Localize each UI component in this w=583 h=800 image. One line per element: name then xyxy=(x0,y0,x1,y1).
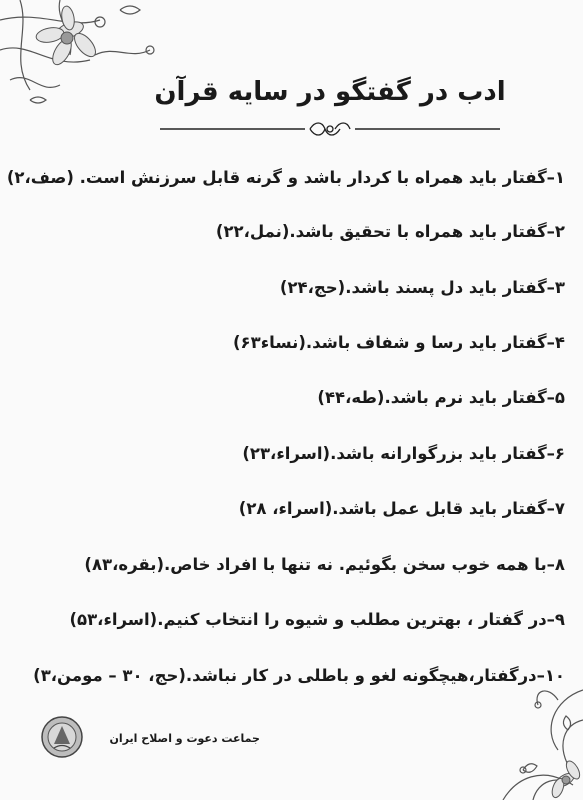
list-item: ۶–گفتار باید بزرگوارانه باشد.(اسراء،۲۳) xyxy=(242,444,565,463)
list-item: ۱–گفتار باید همراه با کردار باشد و گرنه قابل سرزنش است. (صف،۲) xyxy=(6,168,565,187)
organization-name: جماعت دعوت و اصلاح ایران xyxy=(109,732,260,745)
list-item: ۲–گفتار باید همراه با تحقیق باشد.(نمل،۲۲) xyxy=(215,222,565,241)
page-title: ادب در گفتگو در سایه قرآن xyxy=(154,77,506,107)
list-item: ۹–در گفتار ، بهترین مطلب و شیوه را انتخاب کنیم.(اسراء،۵۳) xyxy=(69,610,565,629)
floral-ornament-icon xyxy=(463,680,583,800)
list-item: ۳–گفتار باید دل پسند باشد.(حج،۲۴) xyxy=(279,278,565,297)
list-item: ۱۰–درگفتار،هیچگونه لغو و باطلی در کار نباشد.(حج، ۳۰ – مومن،۳) xyxy=(33,666,565,685)
list-item: ۴–گفتار باید رسا و شفاف باشد.(نساء۶۳) xyxy=(233,333,565,352)
list-item: ۷–گفتار باید قابل عمل باشد.(اسراء، ۲۸) xyxy=(238,499,565,518)
list-item: ۸–با همه خوب سخن بگوئیم. نه تنها با افراد خاص.(بقره،۸۳) xyxy=(84,555,565,574)
organization-seal-icon xyxy=(40,712,84,762)
list-item: ۵–گفتار باید نرم باشد.(طه،۴۴) xyxy=(317,388,565,407)
